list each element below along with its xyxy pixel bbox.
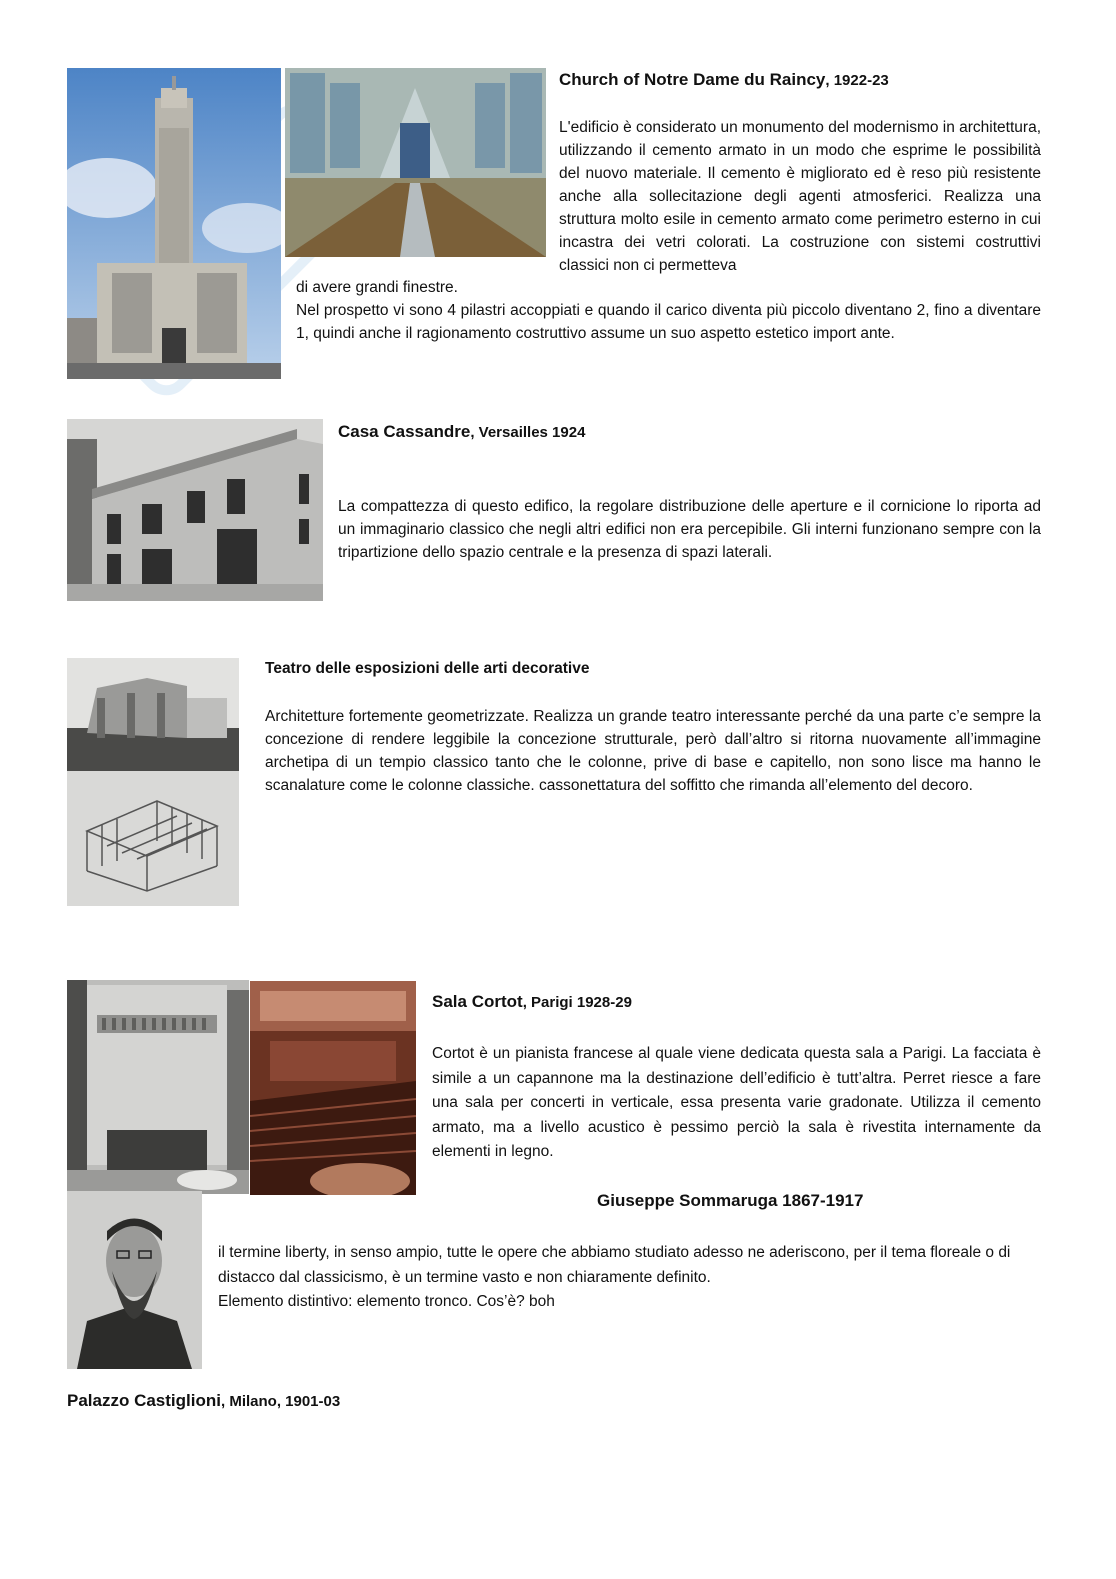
teatro-axonometric-drawing (67, 771, 239, 906)
cortot-facade-photo (67, 980, 249, 1194)
cassandre-photo (67, 419, 323, 601)
cassandre-title: Casa Cassandre, Versailles 1924 (338, 422, 586, 441)
raincy-title: Church of Notre Dame du Raincy, 1922-23 (559, 70, 889, 89)
raincy-interior-photo (285, 68, 546, 257)
cassandre-paragraph: La compattezza di questo edifico, la regolare distribuzione delle aperture e il cornicione lo riporta ad un immaginario classico che negli altri edifici non era percepibile. Gli interni funzionano sempre con la tripartizione dello spazio centrale e la presenza di spazi laterali. (338, 498, 1041, 561)
sommaruga-portrait-photo (67, 1191, 202, 1369)
teatro-paragraph: Architetture fortemente geometrizzate. Realizza un grande teatro interessante perché da una parte c’e sempre la concezione di rendere leggibile la concezione strutturale, però dall’altro si ritorna nuovamente all’immagine archetipa di un tempio classico tanto che le colonne, prive di base e capitello, non sono lisce ma hanno le scanalature come le colonne classiche. cassonettatura del soffitto che rimanda all’elemento del decoro. (265, 708, 1041, 794)
sommaruga-line-2: Elemento distintivo: elemento tronco. Cos’è? boh (218, 1293, 555, 1310)
raincy-paragraph: L'edificio è considerato un monumento del modernismo in architettura, utilizzando il cemento armato in un modo che esprime le possibilità del nuovo materiale. Il cemento è migliorato ed è reso più resistente anche alla sollecitazione degli agenti atmosferici. Realizza una struttura molto esile in cemento armato come perimetro esterno in cui incastra dei vetri colorati. La costruzione con sistemi costruttivi classici non ci permetteva (559, 119, 1041, 274)
cortot-paragraph: Cortot è un pianista francese al quale viene dedicata questa sala a Parigi. La facciata è simile a un capannone ma la destinazione dell’edificio è tutt’altra. Perret riesce a fare una sala per concerti in verticale, essa presenta varie gradonate. Utilizza il cemento armato, ma a livello acustico è pessimo perciò la sala è rivestita internamente da elementi in legno. (432, 1045, 1041, 1160)
teatro-title: Teatro delle esposizioni delle arti decorative (265, 660, 590, 677)
raincy-paragraph-2: Nel prospetto vi sono 4 pilastri accoppiati e quando il carico diventa più piccolo diventano 2, fino a diventare 1, quindi anche il ragionamento costruttivo assume un suo aspetto estetico import ante. (296, 302, 1041, 342)
raincy-exterior-photo (67, 68, 281, 379)
cortot-interior-photo (250, 981, 416, 1195)
raincy-paragraph-tail: di avere grandi finestre. (296, 279, 458, 296)
sommaruga-paragraph: il termine liberty, in senso ampio, tutte le opere che abbiamo studiato adesso ne aderiscono, per il tema floreale o di distacco dal classicismo, è un termine vasto e non chiaramente definito. (218, 1244, 1011, 1286)
sommaruga-title: Giuseppe Sommaruga 1867-1917 (597, 1191, 864, 1210)
castiglioni-title: Palazzo Castiglioni, Milano, 1901-03 (67, 1391, 341, 1410)
teatro-exterior-photo (67, 658, 239, 771)
cortot-title: Sala Cortot, Parigi 1928-29 (432, 992, 632, 1011)
